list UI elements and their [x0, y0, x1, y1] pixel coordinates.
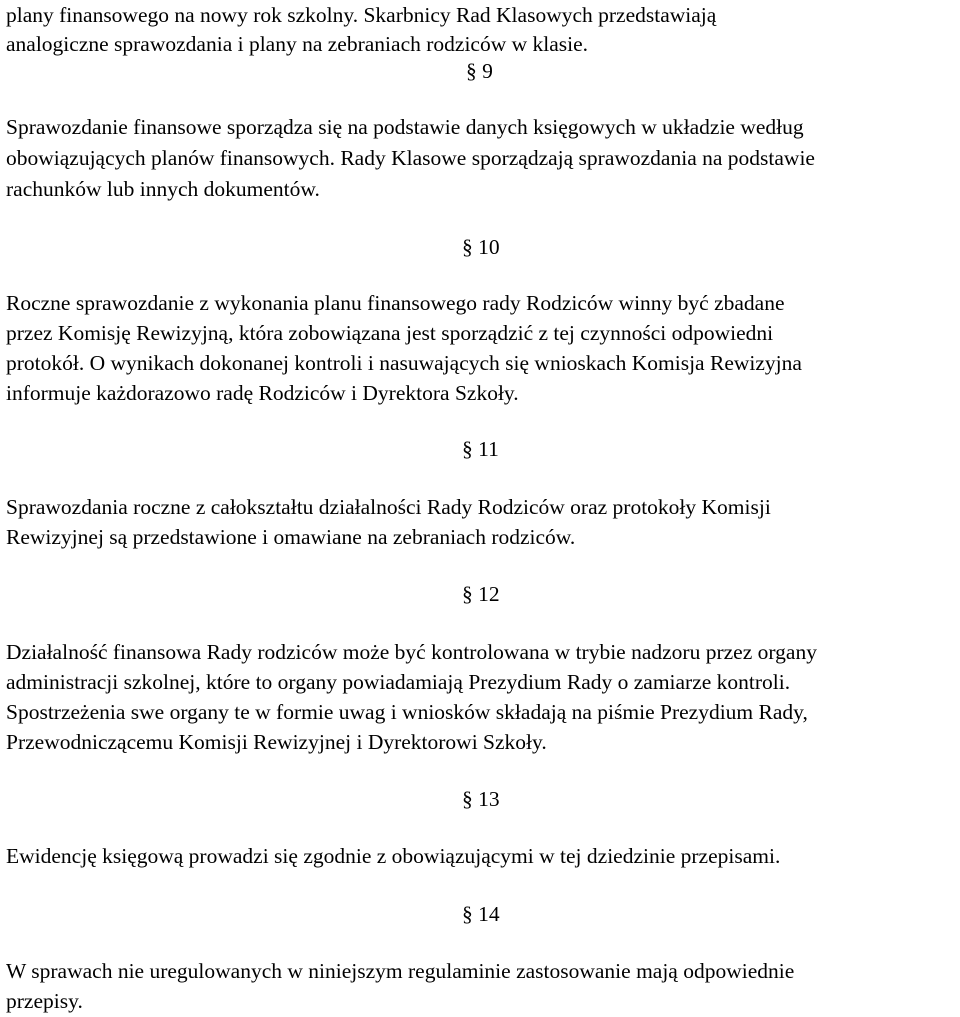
section-10-line-2: przez Komisję Rewizyjną, która zobowiązana jest sporządzić z tej czynności odpowiedni	[6, 321, 774, 345]
intro-line-1: plany finansowego na nowy rok szkolny. Skarbnicy Rad Klasowych przedstawiają	[6, 3, 717, 27]
section-10-line-1: Roczne sprawozdanie z wykonania planu finansowego rady Rodziców winny być zbadane	[6, 291, 785, 315]
section-12-line-3: Spostrzeżenia swe organy te w formie uwag i wniosków składają na piśmie Prezydium Rady,	[6, 700, 808, 724]
intro-line-2: analogiczne sprawozdania i plany na zebraniach rodziców w klasie.	[6, 32, 589, 56]
section-heading-14: § 14	[462, 902, 500, 926]
section-heading-12: § 12	[462, 582, 500, 606]
section-12-line-1: Działalność finansowa Rady rodziców może być kontrolowana w trybie nadzoru przez organy	[6, 640, 817, 664]
section-heading-10: § 10	[462, 235, 500, 259]
section-9-line-2: obowiązujących planów finansowych. Rady Klasowe sporządzają sprawozdania na podstawie	[6, 146, 815, 170]
section-11-line-2: Rewizyjnej są przedstawione i omawiane na zebraniach rodziców.	[6, 525, 576, 549]
section-9-line-3: rachunków lub innych dokumentów.	[6, 177, 320, 201]
section-10-line-3: protokół. O wynikach dokonanej kontroli i nasuwających się wnioskach Komisja Rewizyjna	[6, 351, 802, 375]
section-14-line-2: przepisy.	[6, 989, 83, 1013]
section-9-line-1: Sprawozdanie finansowe sporządza się na podstawie danych księgowych w układzie według	[6, 115, 804, 139]
section-13-line-1: Ewidencję księgową prowadzi się zgodnie z obowiązującymi w tej dziedzinie przepisami.	[6, 844, 781, 868]
section-heading-11: § 11	[462, 437, 499, 461]
section-heading-9: § 9	[466, 59, 493, 83]
section-10-line-4: informuje każdorazowo radę Rodziców i Dyrektora Szkoły.	[6, 381, 519, 405]
section-12-line-2: administracji szkolnej, które to organy powiadamiają Prezydium Rady o zamiarze kontroli.	[6, 670, 791, 694]
section-14-line-1: W sprawach nie uregulowanych w niniejszym regulaminie zastosowanie mają odpowiednie	[6, 959, 795, 983]
section-12-line-4: Przewodniczącemu Komisji Rewizyjnej i Dyrektorowi Szkoły.	[6, 730, 547, 754]
section-11-line-1: Sprawozdania roczne z całokształtu działalności Rady Rodziców oraz protokoły Komisji	[6, 495, 771, 519]
section-heading-13: § 13	[462, 787, 500, 811]
